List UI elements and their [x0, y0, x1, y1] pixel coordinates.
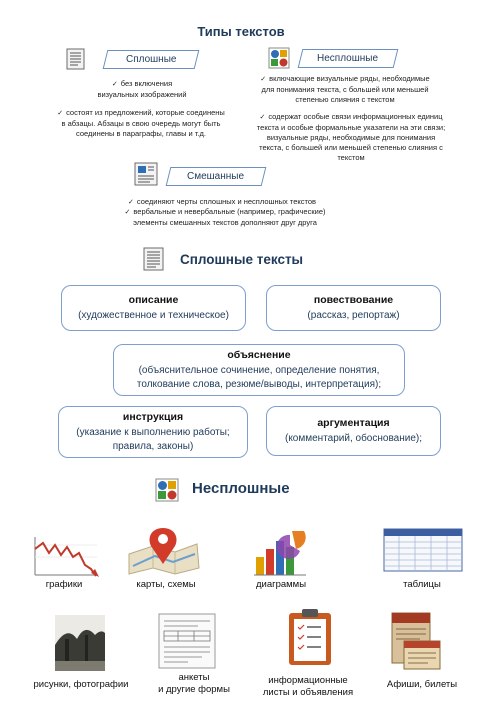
noncontinuous-note-2: ✓ содержат особые связи информационных единиц текста и особые формальные указатели на эти связи; визуальные ряды, необходимые для понимания текста, с большей или меньшей степенью слияния с текстом — [256, 112, 446, 162]
page-title: Типы текстов — [197, 24, 285, 39]
type-mixed-pill: Смешанные — [166, 167, 267, 186]
newspaper-icon — [134, 162, 158, 186]
item-label-maps: карты, схемы — [136, 579, 196, 590]
document-icon — [143, 247, 165, 271]
noncontinuous-note-1: ✓ включающие визуальные ряды, необходимые для понимания текста, с большей или меньшей степенью слияния с текстом — [260, 74, 430, 104]
item-label-graphs: графики — [45, 579, 83, 590]
card-instruction: инструкция (указание к выполнению работы; правила, законы) — [58, 406, 248, 458]
item-label-info-sheets: информационные листы и объявления — [262, 675, 354, 698]
continuous-note-1: ✓ без включения визуальных изображений — [97, 79, 187, 99]
mixed-note-1: ✓ соединяют черты сплошных и несплошных текстов — [128, 197, 317, 206]
mixed-note-2: ✓ вербальные и невербальные (например, графические) элементы смешанных текстов дополняют друг друга — [124, 207, 326, 227]
card-description: описание (художественное и техническое) — [61, 285, 246, 331]
document-icon — [66, 48, 86, 70]
line-chart-icon — [33, 535, 99, 577]
clipboard-icon — [287, 607, 333, 667]
item-label-forms: анкеты и другие формы — [158, 672, 230, 695]
type-continuous-pill: Сплошные — [103, 50, 200, 69]
shapes-icon — [155, 478, 179, 502]
item-label-posters: Афиши, билеты — [386, 679, 458, 690]
table-icon — [383, 528, 463, 572]
card-explanation: объяснение (объяснительное сочинение, определение понятия, толкование слова, резюме/выводы, интерпретация); — [113, 344, 405, 396]
map-pin-icon — [125, 526, 201, 576]
continuous-note-2: ✓ состоят из предложений, которые соединены в абзацы. Абзацы в свою очередь могут быть соединены в параграфы, главы и т.д. — [57, 108, 225, 138]
item-label-pictures: рисунки, фотографии — [33, 679, 129, 690]
item-label-tables: таблицы — [403, 579, 441, 590]
form-icon — [158, 613, 216, 669]
item-label-diagrams: диаграммы — [255, 579, 307, 590]
ticket-poster-icon — [390, 611, 442, 673]
photo-icon — [55, 615, 105, 671]
shapes-icon — [268, 47, 290, 69]
card-argumentation: аргументация (комментарий, обоснование); — [266, 406, 441, 456]
noncontinuous-section-title: Несплошные — [192, 480, 290, 497]
bar-chart-icon — [252, 527, 308, 577]
card-narration: повествование (рассказ, репортаж) — [266, 285, 441, 331]
type-noncontinuous-pill: Несплошные — [298, 49, 399, 68]
continuous-section-title: Сплошные тексты — [180, 252, 304, 267]
